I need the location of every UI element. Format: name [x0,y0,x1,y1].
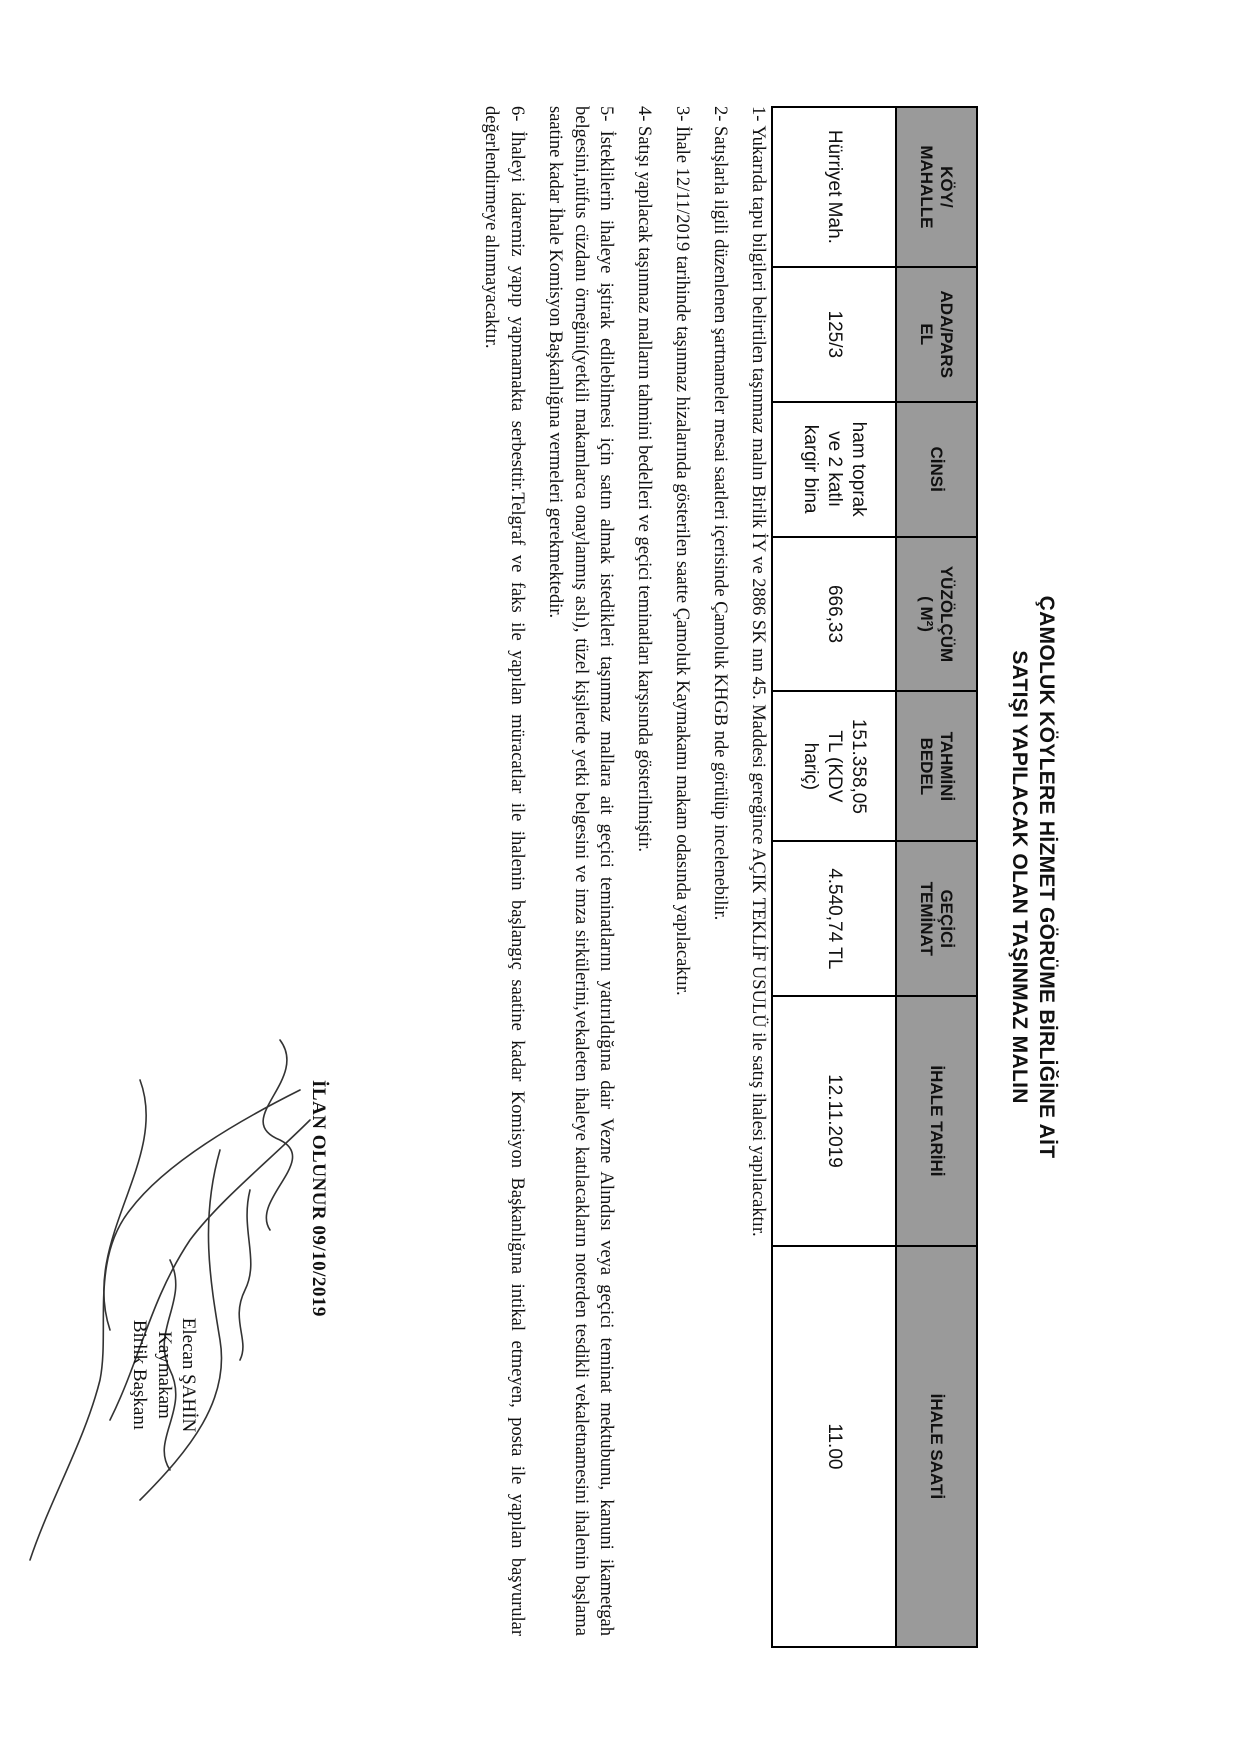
header-cinsi: CİNSİ [896,402,977,537]
signer-name: Elecan ŞAHİN [178,1317,199,1433]
cell-tahmini-bedel: 151.358,05 TL (KDV hariç) [772,691,896,841]
header-ihale-tarihi: İHALE TARİHİ [896,996,977,1246]
condition-item-6: 6- İhaleyi idaremiz yapıp yapmamakta serbesttir.Telgraf ve faks ile yapılan müracatlar ile ihalenin başlangıç saatine kadar Komisyon Başkanlığına intikal etmeyen, posta ile yapılan başvurular değerlendirmeye alınmayacaktır. [480,106,527,1636]
title-line-1: ÇAMOLUK KÖYLERE HİZMET GÖRÜME BİRLİĞİNE AİT [1035,595,1058,1159]
header-gecici-teminat: GEÇİCİ TEMİNAT [896,841,977,996]
condition-item-3: 3- İhale 12/11/2019 tarihinde taşınmaz hizalarında gösterilen saatte Çamoluk Kaymakamı makam odasında yapılacaktır. [672,106,693,996]
property-table [771,106,978,1648]
table-row [772,107,896,1647]
cell-mahalle: Hürriyet Mah. [772,107,896,267]
signer-title: Kaymakam [153,1331,175,1419]
header-koy-mahalle: KÖY/ MAHALLE [896,107,977,267]
cell-cinsi: ham toprak ve 2 katlı kargir bina [772,402,896,537]
conditions-list [465,106,770,1636]
condition-item-1: 1- Yukarıda tapu bilgileri belirtilen taşınmaz malın Birlik İY ve 2886 SK nın 45. Maddesi gereğince AÇIK TEKLİF USULÜ ile satış ihalesi yapılacaktır. [748,106,768,1237]
condition-item-2: 2- Satışlarla ilgili düzenlenen şartnameler mesai saatleri içerisinde Çamoluk KHGB nde görülüp incelenebilir. [710,106,731,921]
header-ihale-saati: İHALE SAATİ [896,1246,977,1647]
cell-ada-parsel: 125/3 [772,267,896,402]
signer-role: Birlik Başkanı [129,1319,151,1431]
signatory-block [127,1225,200,1525]
header-yuzolcum: YÜZÖLÇÜM ( M²) [896,537,977,692]
header-tahmini-bedel: TAHMİNİ BEDEL [896,691,977,841]
cell-ihale-saati: 11.00 [772,1246,896,1647]
cell-yuzolcum: 666,33 [772,537,896,692]
condition-item-4: 4- Satışı yapılacak taşınmaz malların tahmini bedelleri ve geçici teminatları karşısında gösterilmiştir. [634,106,655,852]
cell-gecici-teminat: 4.540,74 TL [772,841,896,996]
header-ada-parsel: ADA/PARS EL [896,267,977,402]
condition-item-5: 5- İsteklilerin ihaleye iştirak edilebilmesi için satın almak istedikleri taşınmaz mallara ait geçici teminatlarını yatırıldığına dair Vezne Alındısı veya geçici teminat mektubunu, kanuni ikametgah belgesini,nüfus cüzdanı örneğini(yetkili makamlarca onaylanmış aslı), tüzel kişilerde yetki belgesini ve imza sirkülerini,vekaleten ihaleye katılacakların noterden tesdikli vekaletnamesini ihalenin başlama saatine kadar İhale Komisyon Başkanlığına vermeleri gerekmektedir. [544,106,617,1636]
cell-ihale-tarihi: 12.11.2019 [772,996,896,1246]
table-header-row [896,107,977,1647]
title-line-2: SATIŞI YAPILACAK OLAN TAŞINMAZ MALIN [1008,650,1031,1104]
announcement-closing: İLAN OLUNUR 09/10/2019 [308,1080,329,1317]
